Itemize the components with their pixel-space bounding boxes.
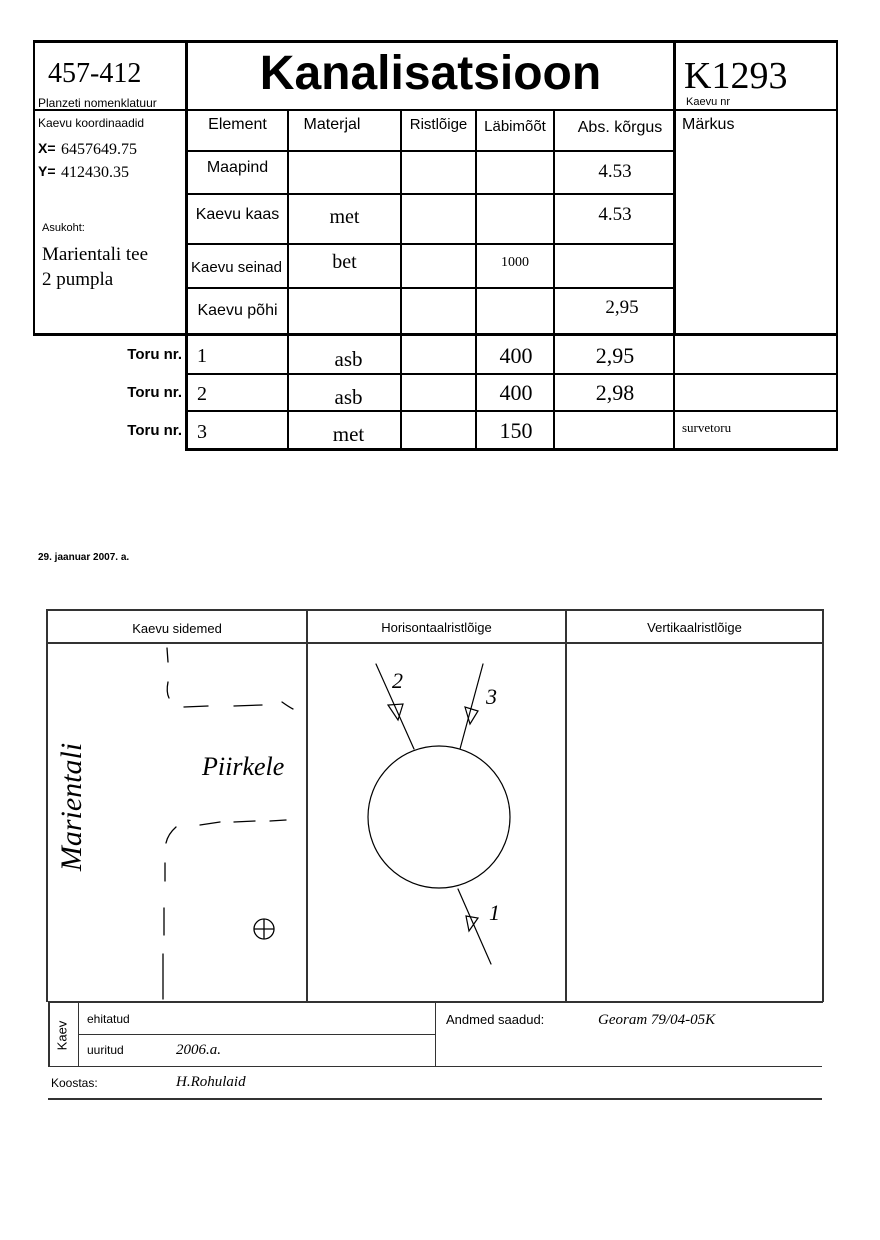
- pipe-label: Toru nr.: [127, 384, 182, 401]
- pipe-height: 2,95: [595, 343, 635, 368]
- pipe-1-arrow: [466, 916, 478, 931]
- built-label: ehitatud: [87, 1012, 130, 1026]
- pipe-label-3: 3: [486, 684, 497, 709]
- pipe-number: 1: [197, 345, 207, 367]
- location-line-1: Marientali tee: [42, 244, 149, 265]
- pipe-label: Toru nr.: [127, 422, 182, 439]
- column-header-notes: Märkus: [682, 116, 735, 133]
- column-header-material: Materjal: [303, 116, 361, 133]
- element-material: bet: [332, 251, 357, 273]
- element-height: 4.53: [598, 161, 632, 182]
- horizontal-section-sketch: [308, 644, 565, 1001]
- street-label-handwritten: Marientali: [55, 742, 88, 872]
- nomenclature-label: Planzeti nomenklatuur: [38, 96, 157, 110]
- area-label-handwritten: Piirkele: [202, 752, 285, 781]
- pipe-height: 2,98: [595, 380, 635, 405]
- source-value: Georam 79/04-05K: [598, 1012, 716, 1028]
- location-line-2: 2 pumpla: [42, 269, 114, 290]
- pipe-number: 2: [197, 383, 207, 405]
- pipe-1-line: [458, 889, 491, 964]
- pipe-diameter: 400: [499, 380, 533, 405]
- author-label: Koostas:: [51, 1076, 98, 1090]
- author-value: H.Rohulaid: [176, 1074, 246, 1090]
- column-header-cross-section: Ristlõige: [409, 116, 468, 133]
- element-height: 2,95: [605, 297, 639, 318]
- element-name: Maapind: [206, 159, 269, 176]
- pipe-label: Toru nr.: [127, 346, 182, 363]
- sketch-title-horizontal: Horisontaalristlõige: [381, 620, 492, 635]
- well-number-label: Kaevu nr: [686, 96, 731, 108]
- location-label: Asukoht:: [42, 222, 85, 234]
- pipe-label-2: 2: [392, 668, 403, 693]
- source-label: Andmed saadud:: [446, 1012, 545, 1027]
- element-name: Kaevu kaas: [195, 206, 280, 223]
- pipe-number: 3: [197, 421, 207, 443]
- y-coord-label: Y=: [38, 163, 56, 179]
- surveyed-label: uuritud: [87, 1043, 124, 1057]
- element-material: met: [329, 206, 360, 228]
- well-number-value: K1293: [684, 55, 788, 97]
- sketch-title-connections: Kaevu sidemed: [132, 621, 222, 636]
- column-header-diameter: Läbimõõt: [484, 118, 546, 135]
- kaev-label: Kaev: [54, 1020, 70, 1051]
- x-coord-label: X=: [38, 140, 56, 156]
- nomenclature-value: 457-412: [48, 58, 142, 89]
- element-diameter: 1000: [501, 255, 529, 270]
- element-name: Kaevu põhi: [197, 302, 278, 319]
- pipe-material: asb: [334, 347, 363, 371]
- column-header-abs-height: Abs. kõrgus: [577, 119, 663, 136]
- well-outline-circle: [368, 746, 510, 888]
- pipe-note: survetoru: [682, 420, 732, 435]
- column-header-element: Element: [208, 116, 267, 133]
- element-height: 4.53: [598, 204, 632, 225]
- page-title: Kanalisatsioon: [259, 47, 602, 100]
- sketch-title-vertical: Vertikaalristlõige: [647, 620, 742, 635]
- surveyed-value: 2006.a.: [176, 1042, 221, 1058]
- pipe-material: met: [332, 422, 365, 446]
- pipe-label-1: 1: [489, 900, 500, 925]
- pipe-3-line: [460, 664, 483, 749]
- pipe-diameter: 150: [499, 418, 533, 443]
- x-coord-value: 6457649.75: [61, 141, 137, 158]
- element-name: Kaevu seinad: [191, 259, 282, 276]
- document-date: 29. jaanuar 2007. a.: [38, 552, 130, 563]
- pipe-diameter: 400: [499, 343, 533, 368]
- y-coord-value: 412430.35: [61, 164, 129, 181]
- coords-label: Kaevu koordinaadid: [38, 116, 145, 130]
- pipe-material: asb: [334, 385, 363, 409]
